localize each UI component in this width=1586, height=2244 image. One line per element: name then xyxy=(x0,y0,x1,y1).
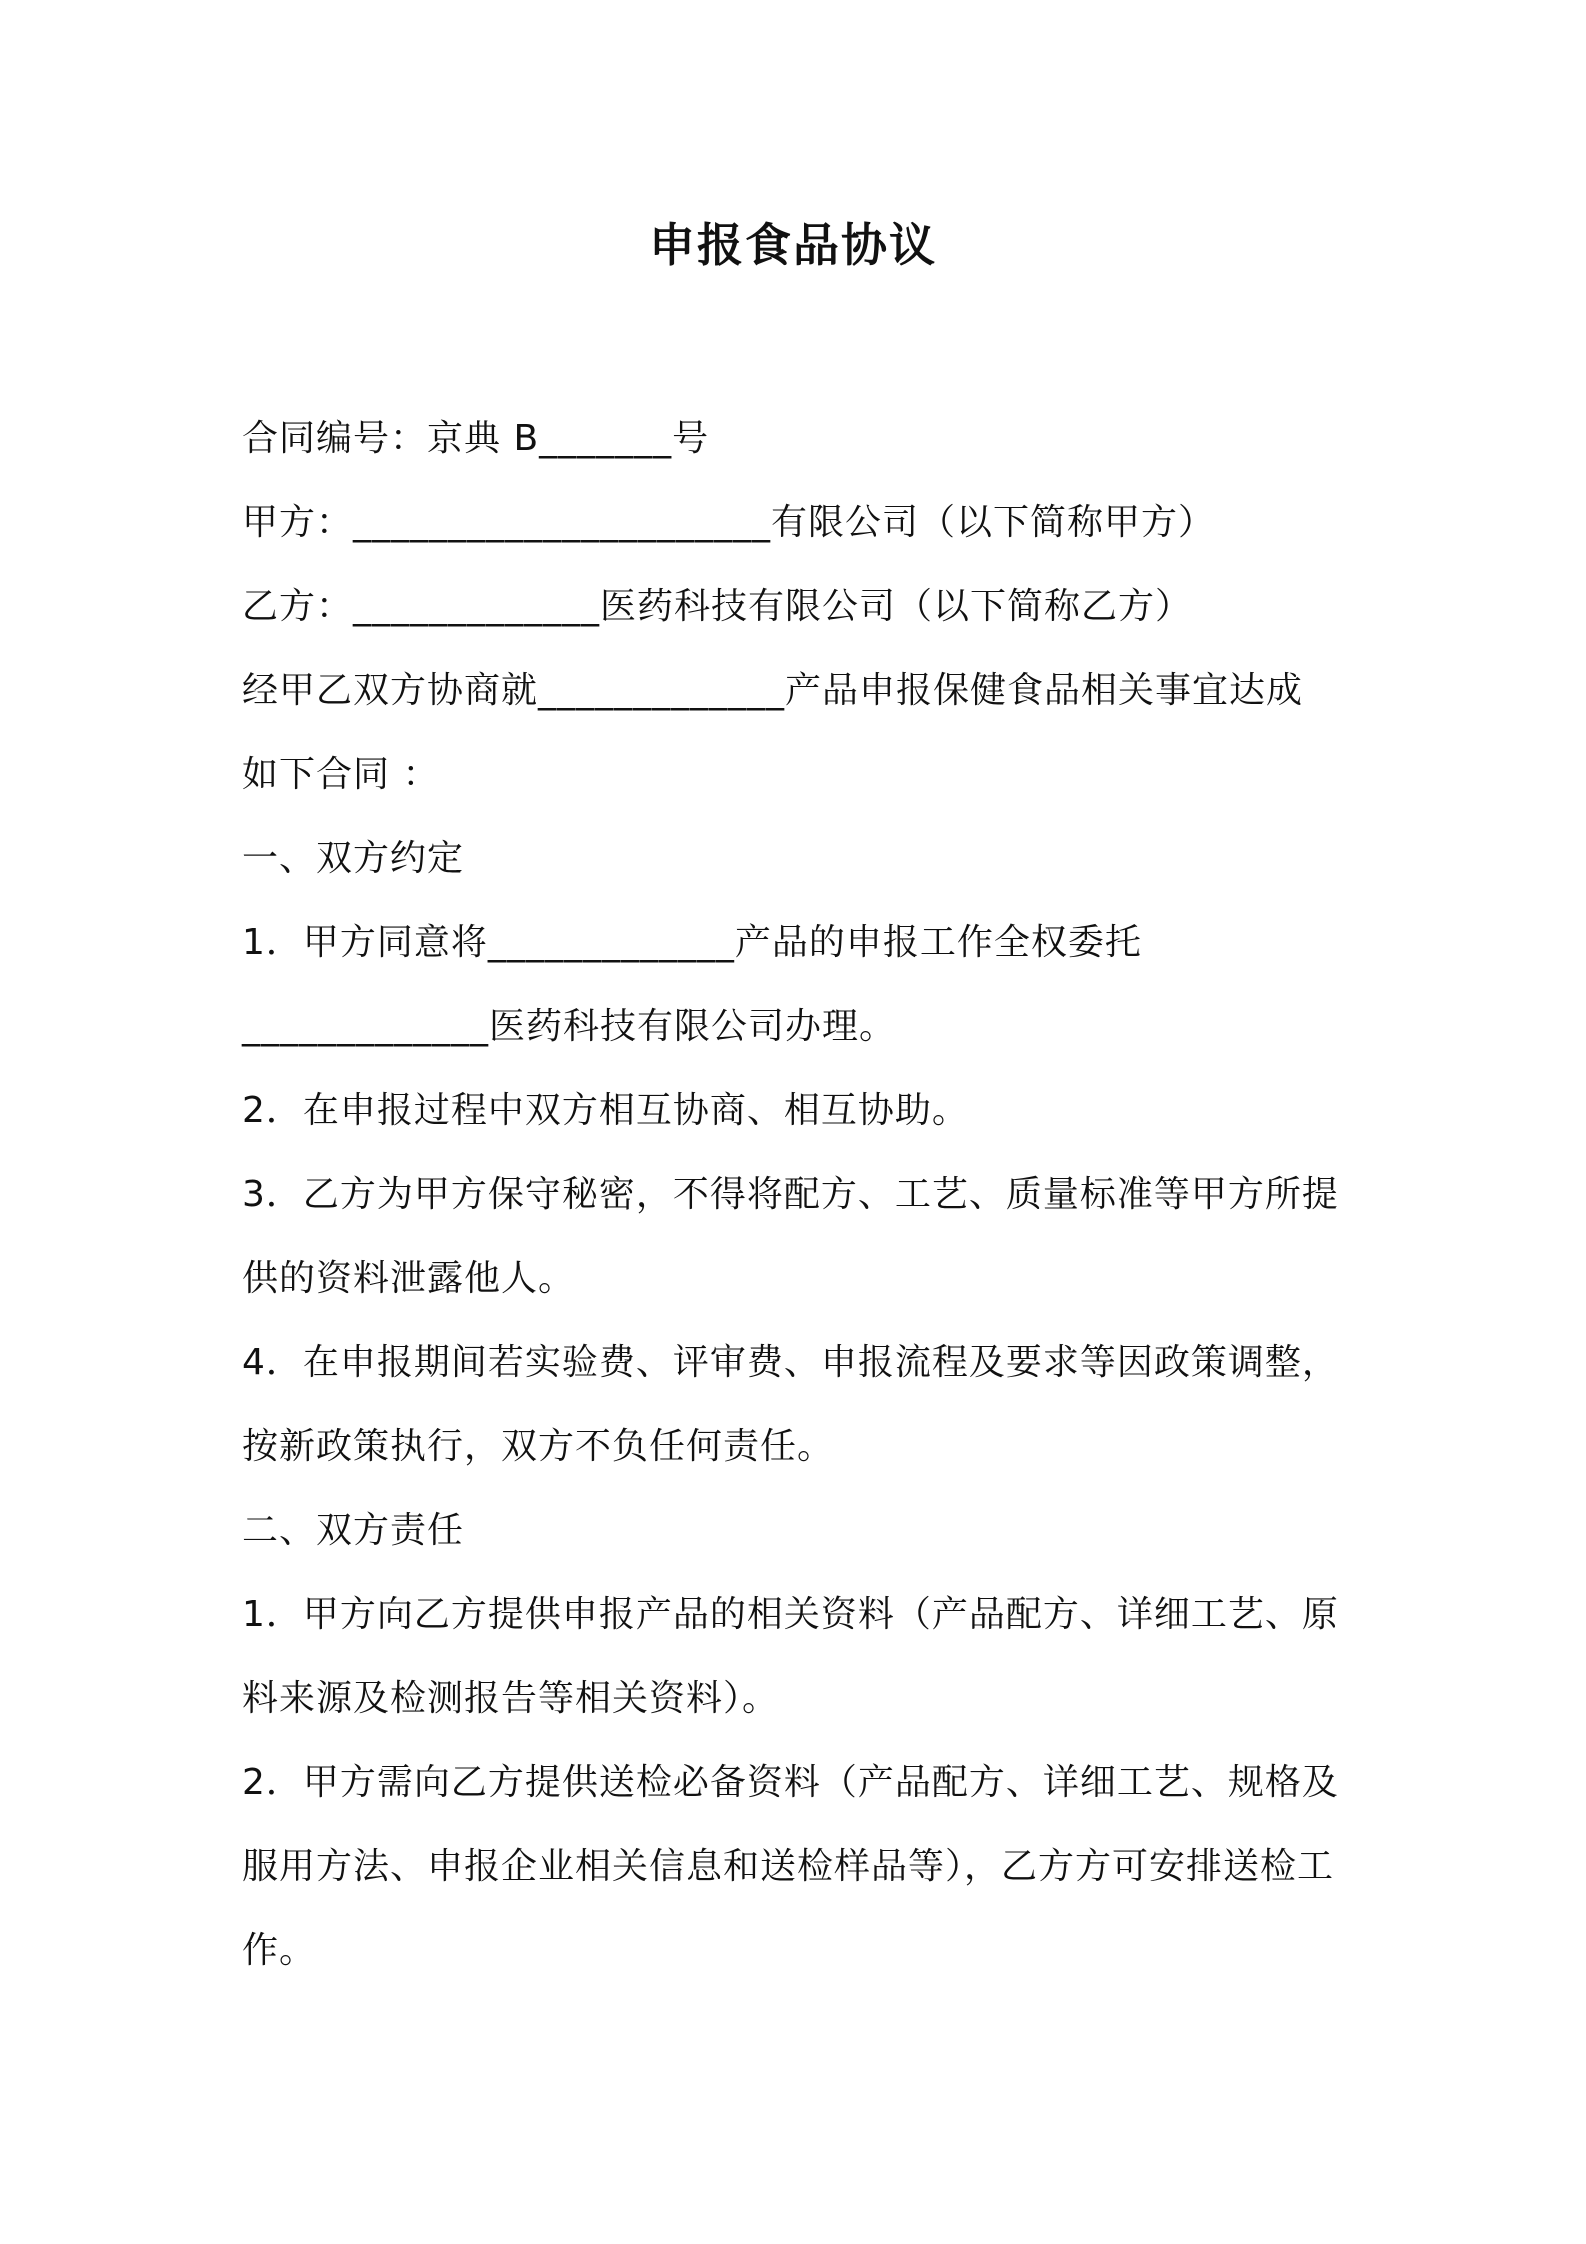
clause-1-2: 2．在申报过程中双方相互协商、相互协助。 xyxy=(242,1090,969,1131)
clause-2-2-line-2: 服用方法、申报企业相关信息和送检样品等），乙方方可安排送检工 xyxy=(242,1846,1335,1887)
clause-2-2-line-1: 2．甲方需向乙方提供送检必备资料（产品配方、详细工艺、规格及 xyxy=(242,1762,1339,1803)
clause-1-1-line-1: 1．甲方同意将_____________产品的申报工作全权委托 xyxy=(242,922,1142,963)
clause-1-3-line-2: 供的资料泄露他人。 xyxy=(242,1258,576,1299)
clause-2-1-line-2: 料来源及检测报告等相关资料）。 xyxy=(242,1678,780,1719)
preamble-line-1: 经甲乙双方协商就_____________产品申报保健食品相关事宜达成 xyxy=(242,670,1304,711)
clause-1-4-line-2: 按新政策执行，双方不负任何责任。 xyxy=(242,1426,835,1467)
party-b-line: 乙方：_____________医药科技有限公司（以下简称乙方） xyxy=(242,586,1193,627)
party-a-line: 甲方：______________________有限公司（以下简称甲方） xyxy=(242,502,1216,543)
contract-number-line: 合同编号：京典 B_______号 xyxy=(242,418,710,459)
clause-1-1-line-2: _____________医药科技有限公司办理。 xyxy=(242,1006,897,1047)
section-heading-responsibilities: 二、双方责任 xyxy=(242,1510,465,1551)
section-heading-agreement: 一、双方约定 xyxy=(242,838,465,879)
document-title: 申报食品协议 xyxy=(649,218,937,272)
clause-1-4-line-1: 4．在申报期间若实验费、评审费、申报流程及要求等因政策调整， xyxy=(242,1342,1339,1383)
clause-2-1-line-1: 1．甲方向乙方提供申报产品的相关资料（产品配方、详细工艺、原 xyxy=(242,1594,1339,1635)
preamble-line-2: 如下合同 ： xyxy=(242,754,440,795)
document-body xyxy=(242,397,1352,1993)
clause-1-3-line-1: 3．乙方为甲方保守秘密，不得将配方、工艺、质量标准等甲方所提 xyxy=(242,1174,1339,1215)
clause-2-2-line-3: 作。 xyxy=(242,1930,317,1971)
